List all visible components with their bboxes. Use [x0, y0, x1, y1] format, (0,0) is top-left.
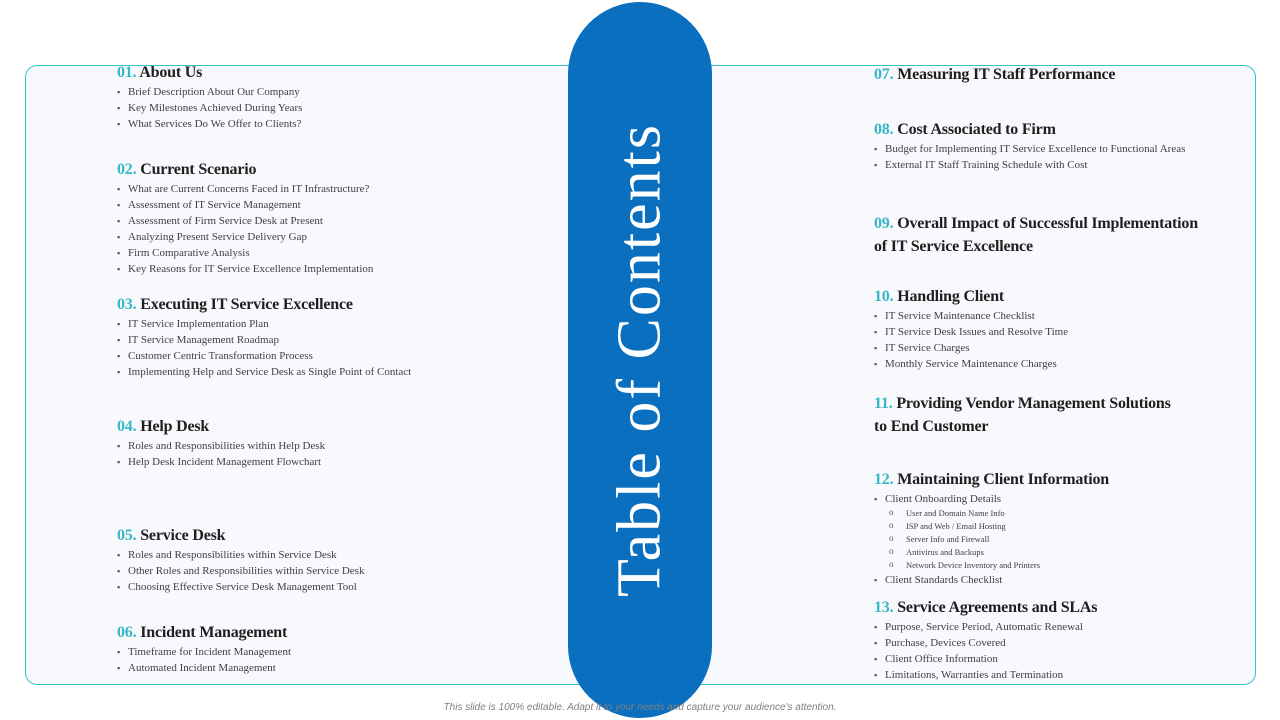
section-title: 09. Overall Impact of Successful Implementation	[874, 215, 1198, 232]
sub-list-item: o Network Device Inventory and Printers	[874, 559, 1109, 572]
sub-list-item: o ISP and Web / Email Hosting	[874, 520, 1109, 533]
list-item: ▪ Purpose, Service Period, Automatic Renewal	[874, 619, 1097, 635]
list-item: ▪ Firm Comparative Analysis	[117, 245, 373, 261]
section-title: 08. Cost Associated to Firm	[874, 121, 1056, 138]
list-item: ▪ External IT Staff Training Schedule with Cost	[874, 157, 1185, 173]
list-item: ▪ Brief Description About Our Company	[117, 84, 302, 100]
list-item: ▪ Budget for Implementing IT Service Excellence to Functional Areas	[874, 141, 1185, 157]
list-item: ▪ What Services Do We Offer to Clients?	[117, 116, 302, 132]
list-item: ▪ Roles and Responsibilities within Service Desk	[117, 547, 364, 563]
section-title: 06. Incident Management	[117, 624, 288, 641]
list-item: ▪ Roles and Responsibilities within Help Desk	[117, 438, 325, 454]
section-08	[874, 118, 1185, 173]
section-title: 11. Providing Vendor Management Solutions	[874, 395, 1171, 412]
list-item: ▪ Client Standards Checklist	[874, 572, 1109, 588]
footer-note: This slide is 100% editable. Adapt it to your needs and capture your audience's attention.	[443, 702, 837, 713]
list-item: ▪ What are Current Concerns Faced in IT Infrastructure?	[117, 181, 373, 197]
section-13	[874, 596, 1097, 683]
list-item: ▪ Assessment of Firm Service Desk at Present	[117, 213, 373, 229]
section-11	[874, 392, 1171, 438]
list-item: ▪ Key Reasons for IT Service Excellence Implementation	[117, 261, 373, 277]
list-item: ▪ Analyzing Present Service Delivery Gap	[117, 229, 373, 245]
list-item: ▪ Assessment of IT Service Management	[117, 197, 373, 213]
sub-list-item: o User and Domain Name Info	[874, 507, 1109, 520]
section-title: 13. Service Agreements and SLAs	[874, 599, 1098, 616]
section-title-line2: of IT Service Excellence	[874, 238, 1033, 255]
section-title: 02. Current Scenario	[117, 161, 257, 178]
list-item: ▪ Purchase, Devices Covered	[874, 635, 1097, 651]
section-title: 07. Measuring IT Staff Performance	[874, 66, 1116, 83]
section-05	[117, 524, 364, 595]
sub-list-item: o Server Info and Firewall	[874, 533, 1109, 546]
list-item: ▪ Other Roles and Responsibilities within Service Desk	[117, 563, 364, 579]
section-title: 04. Help Desk	[117, 418, 210, 435]
list-item: ▪ Help Desk Incident Management Flowchart	[117, 454, 325, 470]
list-item: ▪ Monthly Service Maintenance Charges	[874, 356, 1068, 372]
section-09	[874, 212, 1198, 258]
section-03	[117, 293, 411, 380]
list-item: ▪ IT Service Implementation Plan	[117, 316, 411, 332]
section-title: 05. Service Desk	[117, 527, 226, 544]
section-title: 03. Executing IT Service Excellence	[117, 296, 353, 313]
list-item: ▪ Client Office Information	[874, 651, 1097, 667]
section-01	[117, 61, 302, 132]
sub-list-item: o Antivirus and Backups	[874, 546, 1109, 559]
section-04	[117, 415, 325, 470]
list-item: ▪ Customer Centric Transformation Process	[117, 348, 411, 364]
list-item: ▪ Choosing Effective Service Desk Management Tool	[117, 579, 364, 595]
section-title: 12. Maintaining Client Information	[874, 471, 1110, 488]
list-item: ▪ Implementing Help and Service Desk as Single Point of Contact	[117, 364, 411, 380]
section-title-line2: to End Customer	[874, 418, 989, 435]
section-title: 01. About Us	[117, 64, 203, 81]
section-10	[874, 285, 1068, 372]
list-item: ▪ Key Milestones Achieved During Years	[117, 100, 302, 116]
list-item: ▪ IT Service Management Roadmap	[117, 332, 411, 348]
section-06	[117, 621, 291, 676]
list-item: ▪ IT Service Desk Issues and Resolve Time	[874, 324, 1068, 340]
list-item: ▪ Timeframe for Incident Management	[117, 644, 291, 660]
list-item: ▪ Client Onboarding Details	[874, 491, 1109, 507]
section-12	[874, 468, 1109, 588]
section-02	[117, 158, 373, 277]
list-item: ▪ IT Service Charges	[874, 340, 1068, 356]
section-07	[874, 63, 1115, 86]
list-item: ▪ IT Service Maintenance Checklist	[874, 308, 1068, 324]
section-title: 10. Handling Client	[874, 288, 1005, 305]
page-title: Table of Contents	[605, 123, 674, 597]
list-item: ▪ Limitations, Warranties and Termination	[874, 667, 1097, 683]
list-item: ▪ Automated Incident Management	[117, 660, 291, 676]
